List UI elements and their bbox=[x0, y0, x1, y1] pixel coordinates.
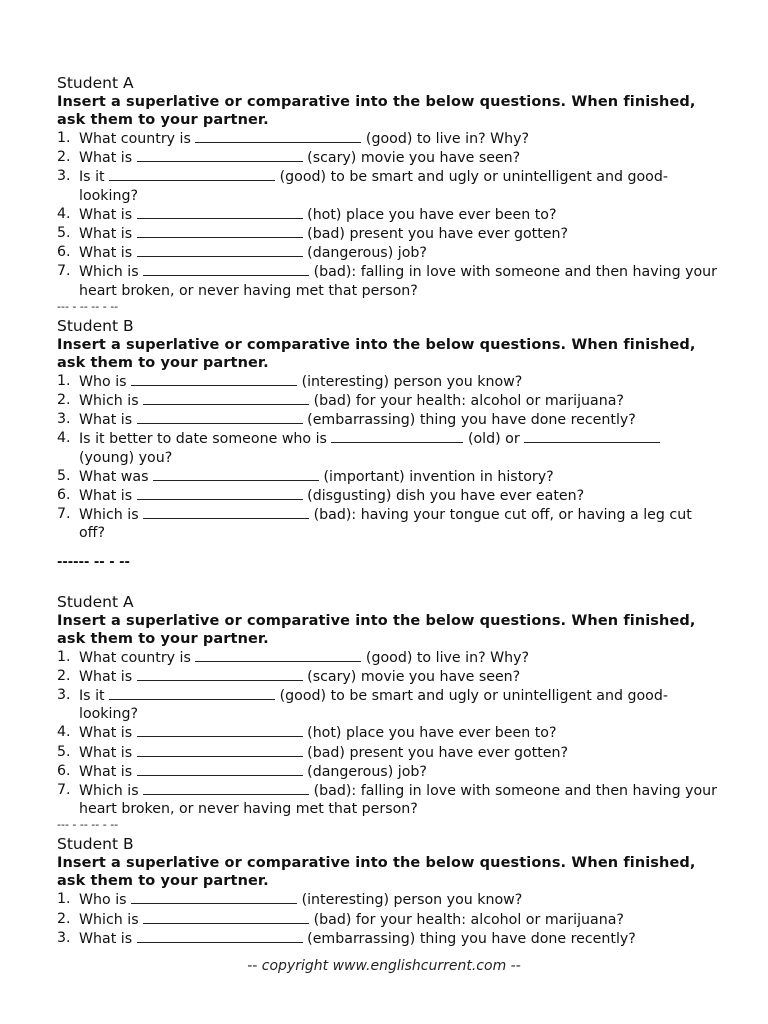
student-a-title: Student A bbox=[57, 592, 134, 611]
worksheet bbox=[57, 72, 717, 948]
instruction: Insert a superlative or comparative into the below questions. When finished, ask them to your partner. bbox=[57, 336, 696, 371]
answer-blank[interactable] bbox=[137, 743, 303, 757]
question-item: 4. What is (hot) place you have ever been to? bbox=[57, 205, 557, 223]
answer-blank[interactable] bbox=[109, 167, 275, 181]
instruction: Insert a superlative or comparative into the below questions. When finished, ask them to your partner. bbox=[57, 612, 696, 647]
answer-blank[interactable] bbox=[109, 686, 275, 700]
answer-blank[interactable] bbox=[137, 148, 303, 162]
answer-blank[interactable] bbox=[143, 781, 309, 795]
answer-blank[interactable] bbox=[137, 243, 303, 257]
student-a-questions bbox=[57, 648, 717, 819]
student-b-questions bbox=[57, 372, 717, 543]
answer-blank[interactable] bbox=[195, 648, 361, 662]
question-item: 7. Which is (bad): falling in love with someone and then having your heart broken, or never having met that person? bbox=[57, 782, 717, 818]
question-item: 2. Which is (bad) for your health: alcohol or marijuana? bbox=[57, 910, 624, 928]
student-a-title: Student A bbox=[57, 74, 134, 92]
question-item: 3. Is it (good) to be smart and ugly or unintelligent and good-looking? bbox=[57, 168, 668, 204]
question-item: 3. Is it (good) to be smart and ugly or unintelligent and good-looking? bbox=[57, 687, 668, 723]
copyright-footer: -- copyright www.englishcurrent.com -- bbox=[247, 958, 521, 974]
answer-blank[interactable] bbox=[137, 486, 303, 500]
question-item: 3. What is (embarrassing) thing you have done recently? bbox=[57, 411, 636, 429]
answer-blank[interactable] bbox=[137, 224, 303, 238]
question-item: 5. What was (important) invention in history? bbox=[57, 467, 554, 485]
answer-blank[interactable] bbox=[143, 910, 309, 924]
question-item: 7. Which is (bad): having your tongue cut off, or having a leg cut off? bbox=[57, 506, 692, 542]
student-b-title: Student B bbox=[57, 835, 134, 854]
answer-blank[interactable] bbox=[331, 429, 463, 443]
student-b-questions bbox=[57, 890, 717, 948]
answer-blank[interactable] bbox=[143, 391, 309, 405]
question-item: 6. What is (dangerous) job? bbox=[57, 762, 427, 780]
question-item: 4. Is it better to date someone who is (old) or (young) you? bbox=[57, 429, 717, 466]
question-item: 6. What is (disgusting) dish you have ever eaten? bbox=[57, 487, 585, 505]
question-item: 5. What is (bad) present you have ever gotten? bbox=[57, 743, 569, 761]
question-item: 2. What is (scary) movie you have seen? bbox=[57, 667, 521, 685]
question-item: 1. Who is (interesting) person you know? bbox=[57, 372, 523, 390]
question-item: 1. What country is (good) to live in? Why? bbox=[57, 130, 530, 147]
instruction: Insert a superlative or comparative into the below questions. When finished, ask them to your partner. bbox=[57, 94, 696, 128]
divider: --- - -- -- - -- bbox=[57, 299, 119, 313]
question-item: 7. Which is (bad): falling in love with someone and then having your heart broken, or never having met that person? bbox=[57, 263, 717, 299]
question-item: 1. What country is (good) to live in? Why? bbox=[57, 648, 530, 666]
answer-blank[interactable] bbox=[143, 262, 309, 276]
question-item: 6. What is (dangerous) job? bbox=[57, 244, 427, 262]
answer-blank[interactable] bbox=[137, 205, 303, 219]
question-item: 2. Which is (bad) for your health: alcohol or marijuana? bbox=[57, 392, 624, 410]
student-b-title: Student B bbox=[57, 316, 134, 335]
answer-blank[interactable] bbox=[137, 762, 303, 776]
answer-blank[interactable] bbox=[131, 890, 297, 904]
answer-blank[interactable] bbox=[153, 467, 319, 481]
instruction: Insert a superlative or comparative into the below questions. When finished, ask them to your partner. bbox=[57, 855, 696, 890]
answer-blank[interactable] bbox=[137, 410, 303, 424]
question-item: 1. Who is (interesting) person you know? bbox=[57, 891, 523, 909]
answer-blank[interactable] bbox=[143, 505, 309, 519]
answer-blank[interactable] bbox=[137, 667, 303, 681]
question-item: 5. What is (bad) present you have ever gotten? bbox=[57, 225, 569, 243]
answer-blank[interactable] bbox=[131, 372, 297, 386]
answer-blank[interactable] bbox=[195, 129, 361, 143]
answer-blank[interactable] bbox=[137, 929, 303, 943]
divider: --- - -- -- - -- bbox=[57, 818, 119, 832]
section-divider: ------ -- - -- bbox=[57, 554, 130, 570]
student-a-questions bbox=[57, 129, 717, 300]
question-item: 4. What is (hot) place you have ever been to? bbox=[57, 724, 557, 742]
answer-blank[interactable] bbox=[524, 429, 660, 443]
question-item: 2. What is (scary) movie you have seen? bbox=[57, 149, 521, 167]
answer-blank[interactable] bbox=[137, 723, 303, 737]
question-item: 3. What is (embarrassing) thing you have done recently? bbox=[57, 929, 636, 947]
